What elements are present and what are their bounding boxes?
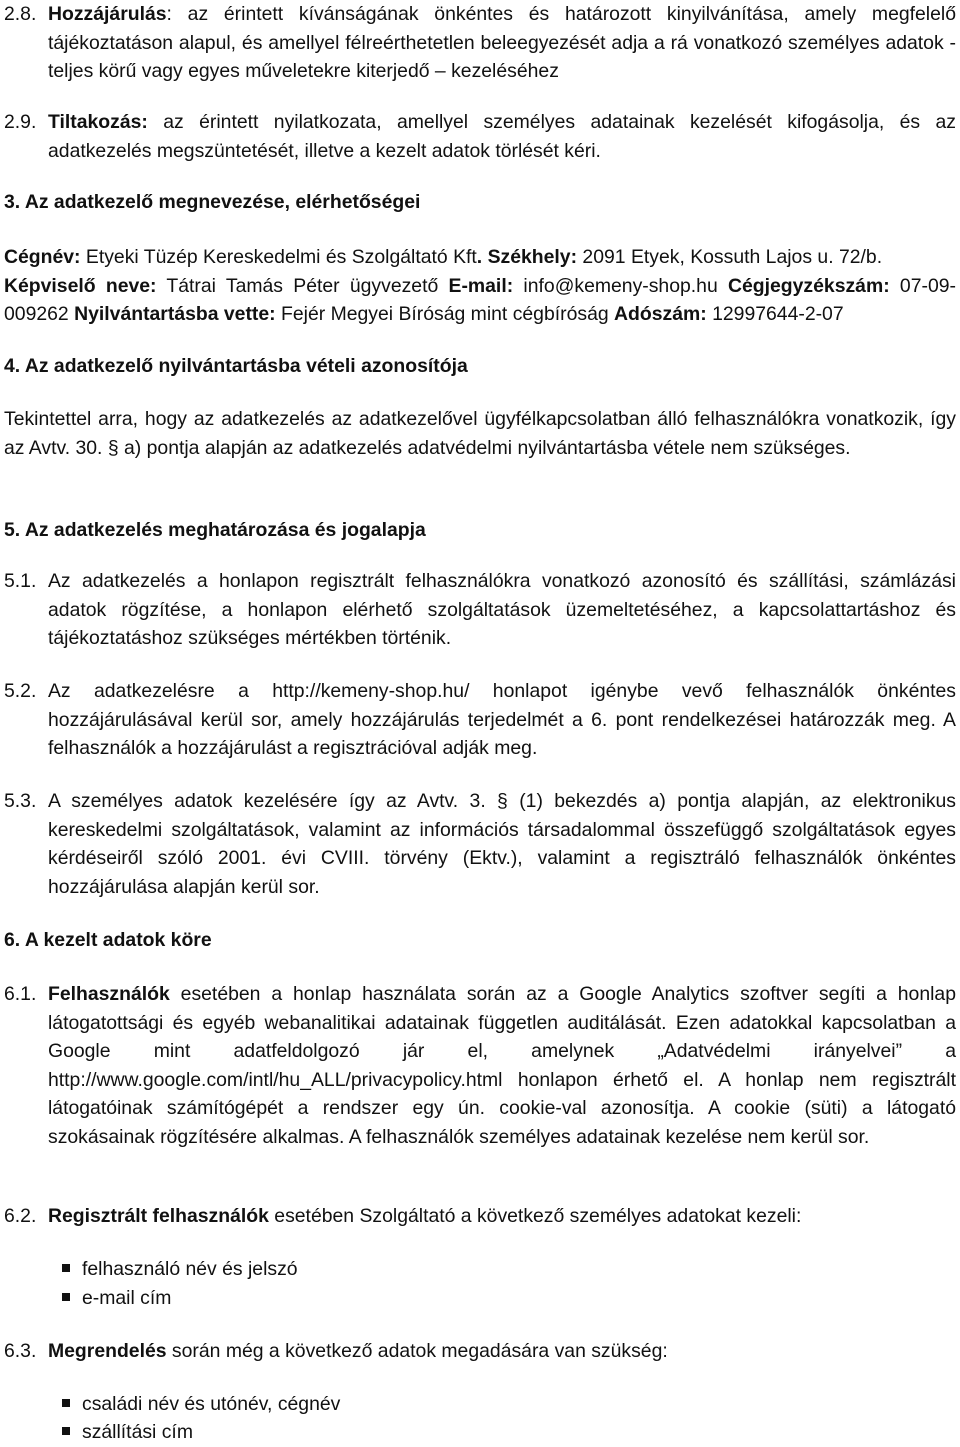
paragraph: Az adatkezelés a honlapon regisztrált felhasználókra vonatkozó azonosító és szállítási, számlázási adatok rögzítése, a honlapon elérhető szolgáltatások üzemeltetéséhez, a kapcsolattartáshoz és tájékoztatáshoz szükséges mértékben történik. — [48, 570, 956, 650]
section-heading: 5. Az adatkezelés meghatározása és jogalapja — [4, 519, 426, 541]
section-number: 5.3. — [4, 790, 37, 812]
definition-consent — [48, 0, 956, 86]
email-address: info@kemeny-shop.hu — [513, 274, 728, 297]
field-label: Székhely: — [482, 246, 578, 268]
term-label: Hozzájárulás — [48, 3, 167, 25]
section-heading: 4. Az adatkezelő nyilvántartásba vételi azonosítója — [4, 355, 468, 377]
definition-objection — [48, 108, 956, 165]
definition-text: : az érintett kívánságának önkéntes és határozott kinyilvánítása, amely megfelelő tájékoztatáson alapul, és amellyel félreérthetetlen beleegyezését adja a rá vonatkozó személyes adatok - teljes körű vagy egyes műveletekre kiterjedő – kezeléséhez — [48, 3, 956, 83]
term-label: Felhasználók — [48, 983, 170, 1005]
paragraph-text: esetében Szolgáltató a következő személyes adatokat kezeli: — [268, 1205, 802, 1227]
paragraph — [48, 980, 956, 1152]
paragraph — [48, 1337, 956, 1366]
bullet-square-icon — [62, 1399, 70, 1407]
section-number: 5.2. — [4, 680, 37, 702]
list-item-text: szállítási cím — [82, 1421, 193, 1443]
section-number: 2.9. — [4, 111, 37, 133]
paragraph — [48, 1202, 956, 1231]
bullet-square-icon — [62, 1293, 70, 1301]
bullet-square-icon — [62, 1264, 70, 1272]
field-label: Cégnév: — [4, 246, 81, 268]
section-number: 6.1. — [4, 983, 37, 1005]
list-item-text: felhasználó név és jelszó — [82, 1258, 298, 1280]
term-label: Regisztrált felhasználók — [48, 1205, 269, 1227]
term-label: Tiltakozás: — [48, 111, 148, 133]
tax-number: 12997644-2-07 — [706, 303, 844, 326]
paragraph: A személyes adatok kezelésére így az Avtv. 3. § (1) bekezdés a) pontja alapján, az elektronikus kereskedelmi szolgáltatások, valamint az információs társadalommal összefüggő szolgáltatások egyes kérdéseiről szóló 2001. évi CVIII. törvény (Ektv.), valamint a regisztráló felhasználók önkéntes hozzájárulása alapján kerül sor. — [48, 790, 956, 898]
field-label: E-mail: — [448, 274, 514, 297]
bullet-square-icon — [62, 1427, 70, 1435]
field-label: Adószám: — [614, 303, 707, 326]
term-label: Megrendelés — [48, 1340, 167, 1362]
paragraph-text: esetében a honlap használata során az a Google Analytics szoftver segíti a honlap látogatottsági és egyéb webanalitikai adatainak független auditálását. Ezen adatokkal kapcsolatban a Google mint adatfeldolgozó jár el, amelynek „Adatvédelmi irányelvei” a http://www.google.com/intl/hu_ALL/privacypolicy.html honlapon érhető el. A honlap nem regisztrált látogatóinak számítógépét a rendszer egy ún. cookie-val azonosítja. A cookie (süti) a látogató szokásainak rögzítésére alkalmas. A felhasználók személyes adatainak kezelése nem kerül sor. — [48, 983, 956, 1148]
company-name: Etyeki Tüzép Kereskedelmi és Szolgáltató Kft — [80, 246, 477, 268]
representative: Tátrai Tamás Péter ügyvezető — [156, 274, 449, 297]
section-number: 2.8. — [4, 3, 37, 25]
paragraph: Tekintettel arra, hogy az adatkezelés az adatkezelővel ügyfélkapcsolatban álló felhasználókra vonatkozik, így az Avtv. 30. § a) pontja alapján az adatkezelés adatvédelmi nyilvántartásba vétele nem szükséges. — [4, 408, 956, 459]
section-number: 6.3. — [4, 1340, 37, 1362]
list-item-text: családi név és utónév, cégnév — [82, 1393, 341, 1415]
punctuation: . — [476, 246, 483, 268]
list-item — [62, 1255, 298, 1284]
registry-number: 07-09-009262 — [4, 274, 956, 326]
controller-details — [4, 243, 956, 329]
registered-by: Fejér Megyei Bíróság mint cégbíróság — [275, 303, 615, 326]
definition-text: az érintett nyilatkozata, amellyel személyes adatainak kezelését kifogásolja, és az adatkezelés megszüntetését, illetve a kezelt adatok törlését kéri. — [48, 111, 956, 162]
section-heading: 3. Az adatkezelő megnevezése, elérhetőségei — [4, 191, 421, 213]
section-number: 6.2. — [4, 1205, 37, 1227]
list-item — [62, 1418, 193, 1447]
field-label: Nyilvántartásba vette: — [74, 303, 276, 326]
section-number: 5.1. — [4, 570, 37, 592]
list-item — [62, 1390, 340, 1419]
field-label: Képviselő neve: — [4, 274, 157, 297]
paragraph-text: során még a következő adatok megadására van szükség: — [166, 1340, 668, 1362]
list-item — [62, 1284, 171, 1313]
section-heading: 6. A kezelt adatok köre — [4, 929, 212, 951]
paragraph: Az adatkezelésre a http://kemeny-shop.hu/ honlapot igénybe vevő felhasználók önkéntes hozzájárulásával kerül sor, amely hozzájárulás terjedelmét a 6. pont rendelkezései határozzák meg. A felhasználók a hozzájárulást a regisztrációval adják meg. — [48, 680, 956, 760]
list-item-text: e-mail cím — [82, 1287, 172, 1309]
field-label: Cégjegyzékszám: — [728, 274, 890, 297]
address: 2091 Etyek, Kossuth Lajos u. 72/b. — [577, 246, 883, 268]
